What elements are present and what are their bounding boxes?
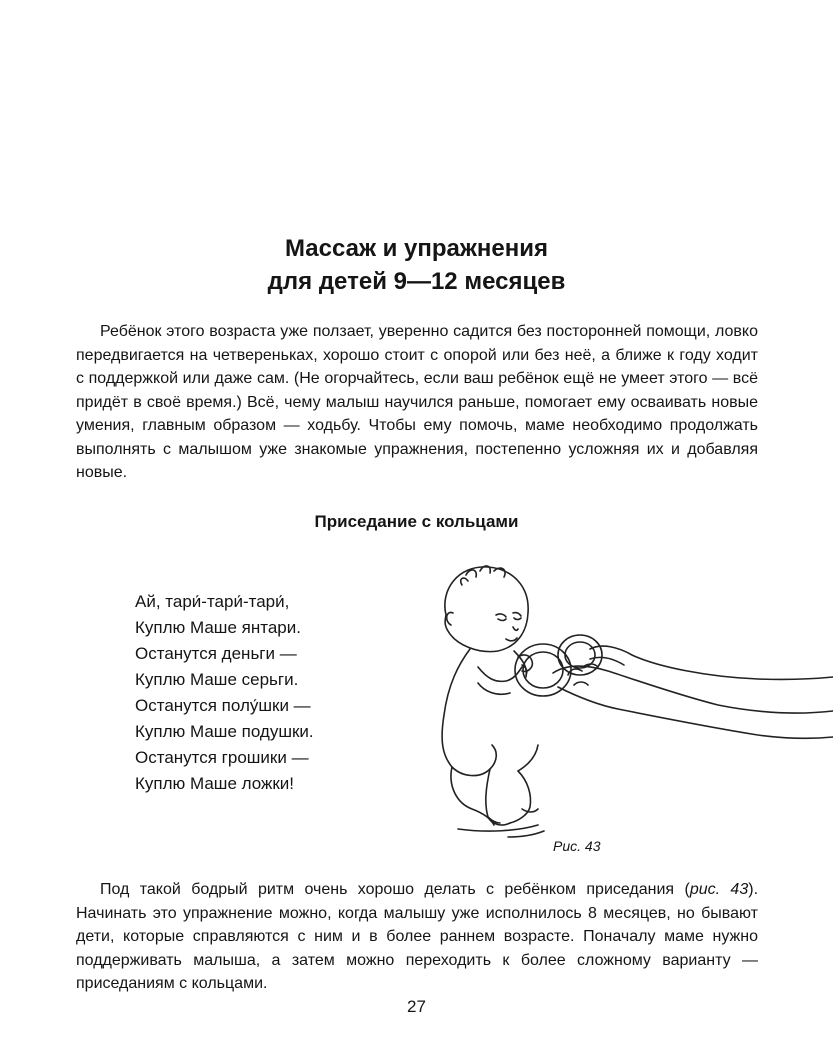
baby-squat-illustration: [418, 555, 833, 840]
poem-line: Останутся грошики —: [135, 748, 309, 767]
figure-reference: рис. 43: [689, 881, 749, 898]
intro-paragraph: Ребёнок этого возраста уже ползает, уверенно садится без посторонней помощи, ловко передвигается на четвереньках, хорошо стоит с опорой или без неё, а ближе к году ходит с поддержкой или даже сам. (Не огорчайтесь, если ваш ребёнок ещё не умеет этого — всё придёт в своё время.) Всё, чему малыш научился раньше, помогает ему осваивать новые умения, главным образом — ходьбу. Чтобы ему помочь, маме необходимо продолжать выполнять с малышом уже знакомые упражнения, постепенно усложняя их и добавляя новые.: [76, 323, 758, 481]
page-title-line-2: для детей 9—12 месяцев: [267, 268, 566, 295]
figure-caption: Рис. 43: [553, 838, 601, 854]
page-title-line-1: Массаж и упражнения: [284, 235, 549, 262]
poem-line: Останутся полу́шки —: [135, 696, 311, 715]
body-paragraph-start: Под такой бодрый ритм очень хорошо делать с ребёнком приседания (: [100, 881, 690, 898]
poem: [135, 589, 314, 797]
poem-line: Куплю Маше подушки.: [135, 722, 314, 741]
poem-line: Куплю Маше ложки!: [135, 774, 295, 793]
poem-line: Ай, тари́-тари́-тари́,: [135, 592, 290, 611]
poem-line: Останутся деньги —: [135, 644, 297, 663]
body-paragraph-end: ). Начинать это упражнение можно, когда малышу уже исполнилось 8 месяцев, но бывают дети, которые справляются с ним и в более раннем возрасте. Поначалу маме нужно поддерживать малыша, а затем можно переходить к более сложному варианту — приседаниям с кольцами.: [76, 881, 759, 992]
page-number: 27: [407, 997, 426, 1016]
section-title: Приседание с кольцами: [314, 512, 519, 531]
page-title: [0, 232, 833, 298]
poem-line: Куплю Маше серьги.: [135, 670, 299, 689]
poem-line: Куплю Маше янтари.: [135, 618, 301, 637]
body-paragraph: [76, 878, 758, 996]
